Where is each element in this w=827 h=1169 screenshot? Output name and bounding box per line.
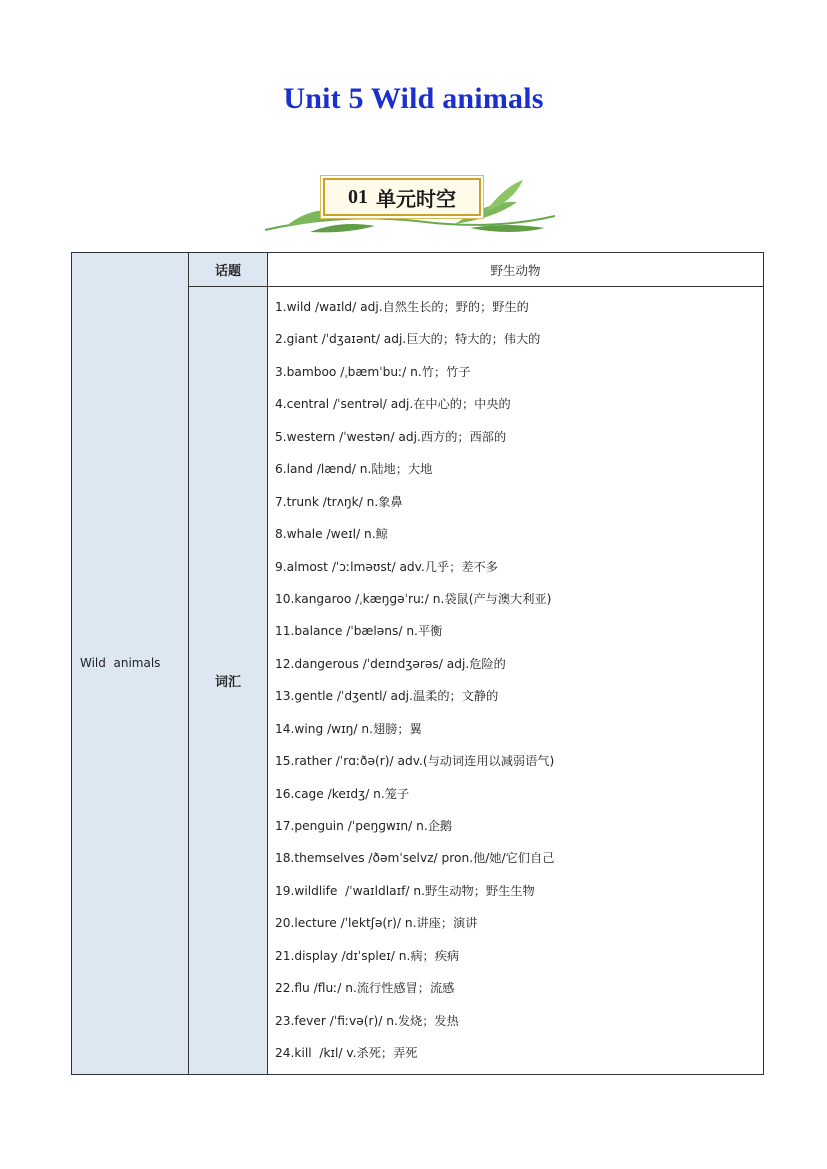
vocab-list [268, 287, 763, 1074]
vocab-entry: 14.wing /wɪŋ/ n.翅膀；翼 [275, 721, 422, 736]
vocab-entry: 5.western /ˈwestən/ adj.西方的；西部的 [275, 429, 507, 444]
vocab-entry: 21.display /dɪˈspleɪ/ n.病；疾病 [275, 948, 460, 963]
banner-number: 01 [348, 185, 368, 208]
section-banner [255, 172, 565, 242]
vocab-entry: 7.trunk /trʌŋk/ n.象鼻 [275, 494, 403, 509]
vocab-entry: 15.rather /ˈrɑːðə(r)/ adv.(与动词连用以减弱语气) [275, 754, 555, 769]
vocab-entry: 10.kangaroo /ˌkæŋɡəˈruː/ n.袋鼠(产与澳大利亚) [275, 591, 552, 606]
vocab-entry: 4.central /ˈsentrəl/ adj.在中心的；中央的 [275, 397, 511, 412]
vocab-list-cell [268, 287, 764, 1075]
vocab-entry: 6.land /lænd/ n.陆地；大地 [275, 462, 433, 477]
vocab-entry: 20.lecture /ˈlektʃə(r)/ n.讲座；演讲 [275, 916, 478, 931]
vocab-entry: 12.dangerous /ˈdeɪndʒərəs/ adj.危险的 [275, 656, 506, 671]
banner-label: 单元时空 [376, 188, 456, 211]
vocab-entry: 16.cage /keɪdʒ/ n.笼子 [275, 786, 410, 801]
vocab-entry: 8.whale /weɪl/ n.鲸 [275, 527, 388, 542]
vocab-entry: 11.balance /ˈbæləns/ n.平衡 [275, 624, 443, 639]
vocab-entry: 19.wildlife /ˈwaɪldlaɪf/ n.野生动物；野生生物 [275, 883, 535, 898]
vocab-entry: 22.flu /fluː/ n.流行性感冒；流感 [275, 981, 455, 996]
vocab-entry: 24.kill /kɪl/ v.杀死；弄死 [275, 1046, 418, 1061]
vocab-entry: 9.almost /ˈɔːlməʊst/ adv.几乎；差不多 [275, 559, 498, 574]
vocab-header: 词汇 [189, 287, 268, 1075]
vocab-entry: 3.bamboo /ˌbæmˈbuː/ n.竹；竹子 [275, 364, 471, 379]
banner-box [323, 178, 481, 216]
page-title: Unit 5 Wild animals [283, 82, 544, 115]
topic-header: 话题 [189, 253, 268, 287]
vocab-entry: 1.wild /waɪld/ adj.自然生长的；野的；野生的 [275, 300, 529, 314]
vocabulary-table [71, 252, 764, 1075]
table-row [72, 253, 764, 287]
vocab-entry: 13.gentle /ˈdʒentl/ adj.温柔的；文静的 [275, 689, 499, 704]
vocab-entry: 23.fever /ˈfiːvə(r)/ n.发烧；发热 [275, 1013, 459, 1028]
vocab-entry: 17.penguin /ˈpeŋɡwɪn/ n.企鹅 [275, 819, 453, 833]
topic-value: 野生动物 [268, 253, 764, 287]
vocab-entry: 18.themselves /ðəmˈselvz/ pron.他/她/它们自己 [275, 851, 555, 866]
row-label: Wild animals [80, 656, 161, 671]
row-label-cell [72, 253, 189, 1075]
vocab-entry: 2.giant /ˈdʒaɪənt/ adj.巨大的；特大的；伟大的 [275, 332, 541, 347]
